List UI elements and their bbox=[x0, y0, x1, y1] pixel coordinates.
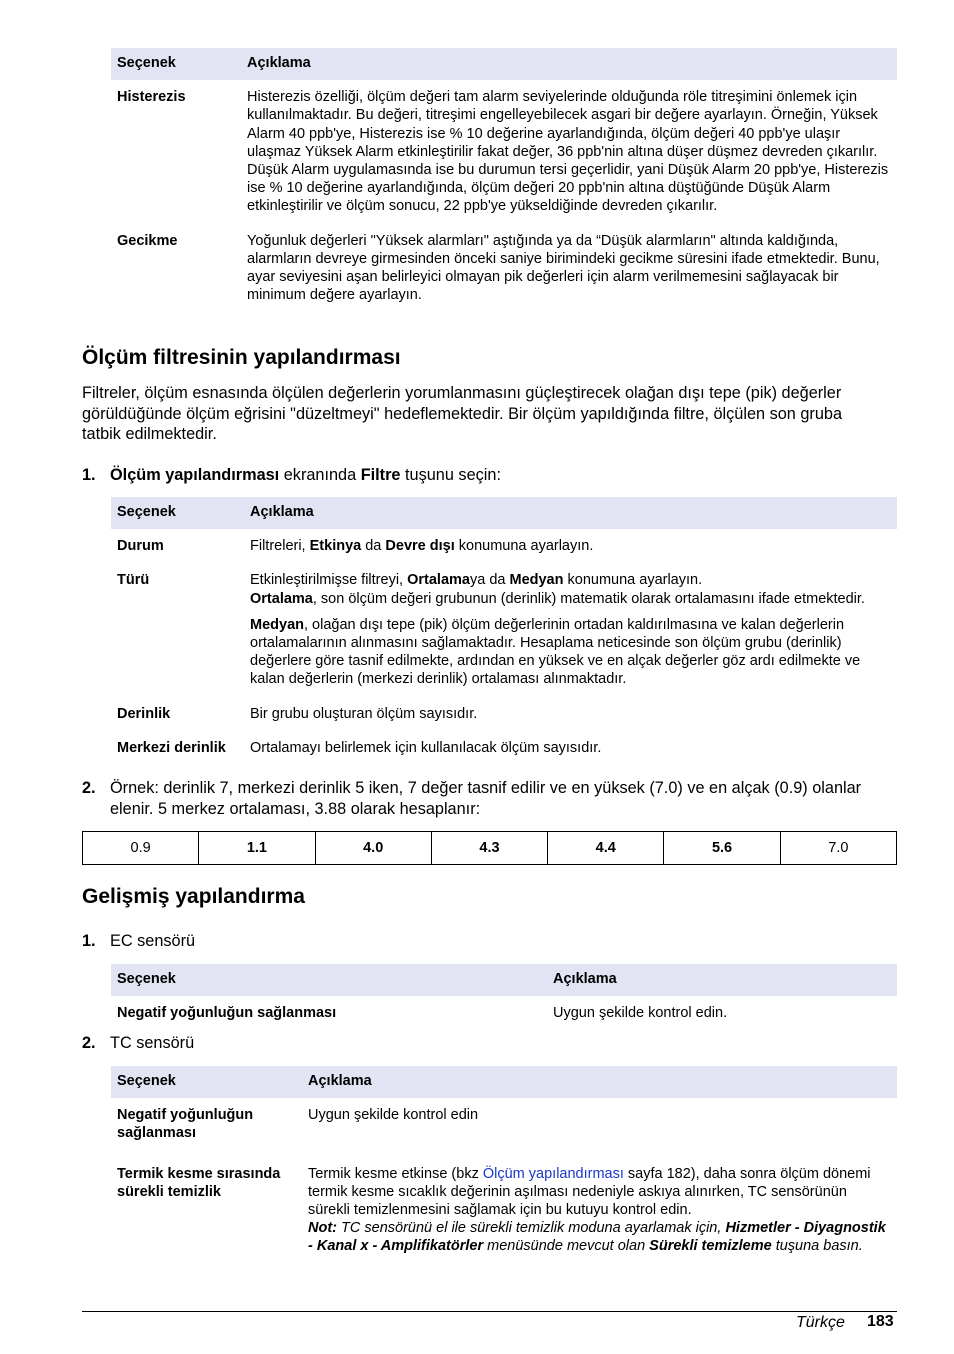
step-number: 1. bbox=[82, 932, 96, 950]
table-row bbox=[83, 832, 897, 865]
step-number: 2. bbox=[82, 779, 96, 797]
table-row bbox=[111, 731, 897, 765]
footer-language: Türkçe bbox=[796, 1314, 845, 1331]
step-ec-sensor bbox=[82, 931, 897, 953]
option-name: Gecikme bbox=[117, 232, 178, 249]
text-part: tuşuna basın. bbox=[771, 1238, 863, 1255]
button-name: Sürekli temizleme bbox=[649, 1238, 772, 1255]
column-header-description: Açıklama bbox=[547, 964, 897, 996]
option-name: Termik kesme sırasında sürekli temizlik bbox=[117, 1165, 281, 1200]
step-tc-sensor bbox=[82, 1033, 897, 1055]
option-name: Derinlik bbox=[117, 705, 171, 722]
option-description: Histerezis özelliği, ölçüm değeri tam alarm seviyelerinde olduğunda röle titreşimini önlemek için kullanılmaktadır. Bu değeri, titreşimi engelleyebilecek asgari bir değere ayarlayın. Örneğin, Yüksek Alarm 40 ppb'ye, Histerezis ise % 10 değerine ayarlandığında, ölçüm değeri 40 ppb'ye ulaşır ulaşmaz Yüksek Alarm etkinleştirilir fakat değer, 36 ppb'nin altına düşer düşmez devreden çıkarılır. Düşük Alarm uygulamasında ise bu durumun tersi geçerlidir, yani Düşük Alarm 20 ppb'ye, Histerezis ise % 10 değerine ayarlandığında, ölçüm değeri 20 ppb'nin altına düştüğünde Düşük Alarm etkinleştirilir ve ölçüm sonucu, 22 ppb'ye yükseldiğinde devreden çıkarılır. bbox=[247, 89, 889, 215]
value-name: Medyan bbox=[509, 572, 564, 589]
tc-options-table bbox=[111, 1066, 897, 1264]
table-row bbox=[111, 80, 897, 223]
table-header-row bbox=[111, 1066, 897, 1098]
table-row bbox=[111, 224, 897, 313]
text-part: sayfa 182), daha sonra ölçüm dönemi termik kesme sıcaklık değerinin aşılması nedeniyle askıya alınırken, TC sensörünün sürekli temizlenmesini sağlamak için bu kutuyu kontrol edin. bbox=[308, 1165, 871, 1219]
section-heading-advanced: Gelişmiş yapılandırma bbox=[82, 885, 305, 908]
value-name: Ortalama bbox=[250, 590, 313, 607]
option-description: Uygun şekilde kontrol edin bbox=[308, 1107, 479, 1124]
option-name: Merkezi derinlik bbox=[117, 739, 226, 756]
value-cell: 0.9 bbox=[83, 832, 199, 865]
description-line bbox=[250, 616, 891, 689]
button-name: Filtre bbox=[360, 466, 401, 484]
note-label: Not: bbox=[308, 1220, 337, 1237]
note-text bbox=[308, 1220, 886, 1254]
description-line bbox=[250, 571, 891, 607]
table-row bbox=[111, 1157, 897, 1264]
option-description: Yoğunluk değerleri "Yüksek alarmları" aştığında ya da “Düşük alarmların" altında kaldığında, alarmların devreye girmesinden önceki saniye birimindeki gecikme süresini ifade etmektedir. Bunu, ayar seviyesini aşan belirleyici olmayan pik değerleri için alarm verilmemesini sağlayacak bir minimum değere ayarlayın. bbox=[247, 232, 880, 304]
value-name: Medyan bbox=[250, 616, 304, 633]
option-description: Uygun şekilde kontrol edin. bbox=[553, 1005, 728, 1022]
table-header-row bbox=[111, 48, 897, 80]
menu-path: Hizmetler - Diyagnostik - Kanal x - Amplifikatörler bbox=[308, 1220, 886, 1255]
value-name: Devre dışı bbox=[385, 538, 455, 555]
option-description bbox=[244, 529, 897, 563]
text-part: konumuna ayarlayın. bbox=[563, 572, 703, 589]
value-cell: 4.0 bbox=[315, 832, 431, 865]
column-header-option: Seçenek bbox=[111, 964, 547, 996]
text-part: , olağan dışı tepe (pik) ölçüm değerlerinin ortadan kaldırılmasına ve kalan değerlerin ortalamalarının alınmasını sağlamaktadır. Hesaplama neticesinde son ölçüm grubu (derinlik) değerlere göre tasnif edilmekte, ardından en yüksek ve en alçak değerler göz ardı edilmekte ve kalan değerlerin (merkezi derinlik) ortalaması alınmaktadır. bbox=[250, 616, 861, 688]
option-description bbox=[244, 563, 897, 696]
option-name: Negatif yoğunluğun sağlanması bbox=[117, 1107, 254, 1142]
ec-options-table bbox=[111, 964, 897, 1030]
step-example bbox=[82, 778, 897, 822]
footer-divider bbox=[82, 1311, 897, 1312]
step-text: TC sensörü bbox=[110, 1034, 195, 1052]
table-row bbox=[111, 529, 897, 563]
column-header-description: Açıklama bbox=[244, 497, 897, 529]
step-text: EC sensörü bbox=[110, 932, 196, 950]
text-part: konumuna ayarlayın. bbox=[454, 538, 594, 555]
table-header-row bbox=[111, 964, 897, 996]
value-name: Ortalama bbox=[407, 572, 470, 589]
step-text: Örnek: derinlik 7, merkezi derinlik 5 iken, 7 değer tasnif edilir ve en yüksek (7.0) ve en alçak (0.9) olanlar elenir. 5 merkez ortalaması, 3.88 olarak hesaplanır: bbox=[110, 779, 862, 818]
table-row bbox=[111, 563, 897, 696]
option-description bbox=[302, 1157, 897, 1264]
option-name: Türü bbox=[117, 572, 150, 589]
value-cell: 7.0 bbox=[780, 832, 896, 865]
column-header-option: Seçenek bbox=[111, 1066, 302, 1098]
table-row bbox=[111, 697, 897, 731]
column-header-description: Açıklama bbox=[241, 48, 897, 80]
text-part: menüsünde mevcut olan bbox=[483, 1238, 650, 1255]
column-header-option: Seçenek bbox=[111, 497, 244, 529]
table-row bbox=[111, 1098, 897, 1156]
text-part: ya da bbox=[469, 572, 510, 589]
value-name: Etkinya bbox=[309, 538, 362, 555]
menu-name: Ölçüm yapılandırması bbox=[110, 466, 280, 484]
step-number: 1. bbox=[82, 466, 96, 484]
column-header-description: Açıklama bbox=[302, 1066, 897, 1098]
text-part: Filtreleri, bbox=[250, 538, 310, 555]
example-values-table bbox=[82, 831, 897, 865]
option-name: Durum bbox=[117, 538, 164, 555]
filter-intro-paragraph: Filtreler, ölçüm esnasında ölçülen değerlerin yorumlanmasını güçleştirecek olağan dışı tepe (pik) değerler görüldüğünde ölçüm eğrisini "düzeltmeyi" hedeflemektedir. Bir ölçüm yapıldığında filtre, ölçülen son gruba tatbik edilmektedir. bbox=[82, 384, 843, 444]
step-text-part: tuşunu seçin: bbox=[400, 466, 501, 484]
table-header-row bbox=[111, 497, 897, 529]
text-part: Etkinleştirilmişse filtreyi, bbox=[250, 572, 408, 589]
step-text bbox=[110, 465, 900, 486]
step-number: 2. bbox=[82, 1034, 96, 1052]
cross-reference-link[interactable]: Ölçüm yapılandırması bbox=[482, 1165, 624, 1182]
column-header-option: Seçenek bbox=[111, 48, 241, 80]
value-cell: 4.3 bbox=[431, 832, 547, 865]
alarm-options-table bbox=[111, 48, 897, 312]
value-cell: 5.6 bbox=[664, 832, 780, 865]
page-number: 183 bbox=[867, 1313, 894, 1330]
step-text-part: ekranında bbox=[279, 466, 361, 484]
text-part: Termik kesme etkinse (bkz bbox=[308, 1165, 483, 1182]
option-description: Ortalamayı belirlemek için kullanılacak ölçüm sayısıdır. bbox=[250, 739, 602, 756]
section-heading-filter: Ölçüm filtresinin yapılandırması bbox=[82, 346, 401, 369]
filter-options-table bbox=[111, 497, 897, 765]
text-part: TC sensörünü el ile sürekli temizlik moduna ayarlamak için, bbox=[337, 1220, 726, 1237]
option-name: Negatif yoğunluğun sağlanması bbox=[117, 1005, 337, 1022]
value-cell: 4.4 bbox=[548, 832, 664, 865]
text-part: da bbox=[361, 538, 386, 555]
option-name: Histerezis bbox=[117, 89, 186, 106]
value-cell: 1.1 bbox=[199, 832, 315, 865]
step-select-filter bbox=[82, 465, 897, 487]
option-description: Bir grubu oluşturan ölçüm sayısıdır. bbox=[250, 705, 478, 722]
text-part: , son ölçüm değeri grubunun (derinlik) matematik olarak ortalamasını ifade etmektedir. bbox=[312, 590, 865, 607]
table-row bbox=[111, 996, 897, 1030]
